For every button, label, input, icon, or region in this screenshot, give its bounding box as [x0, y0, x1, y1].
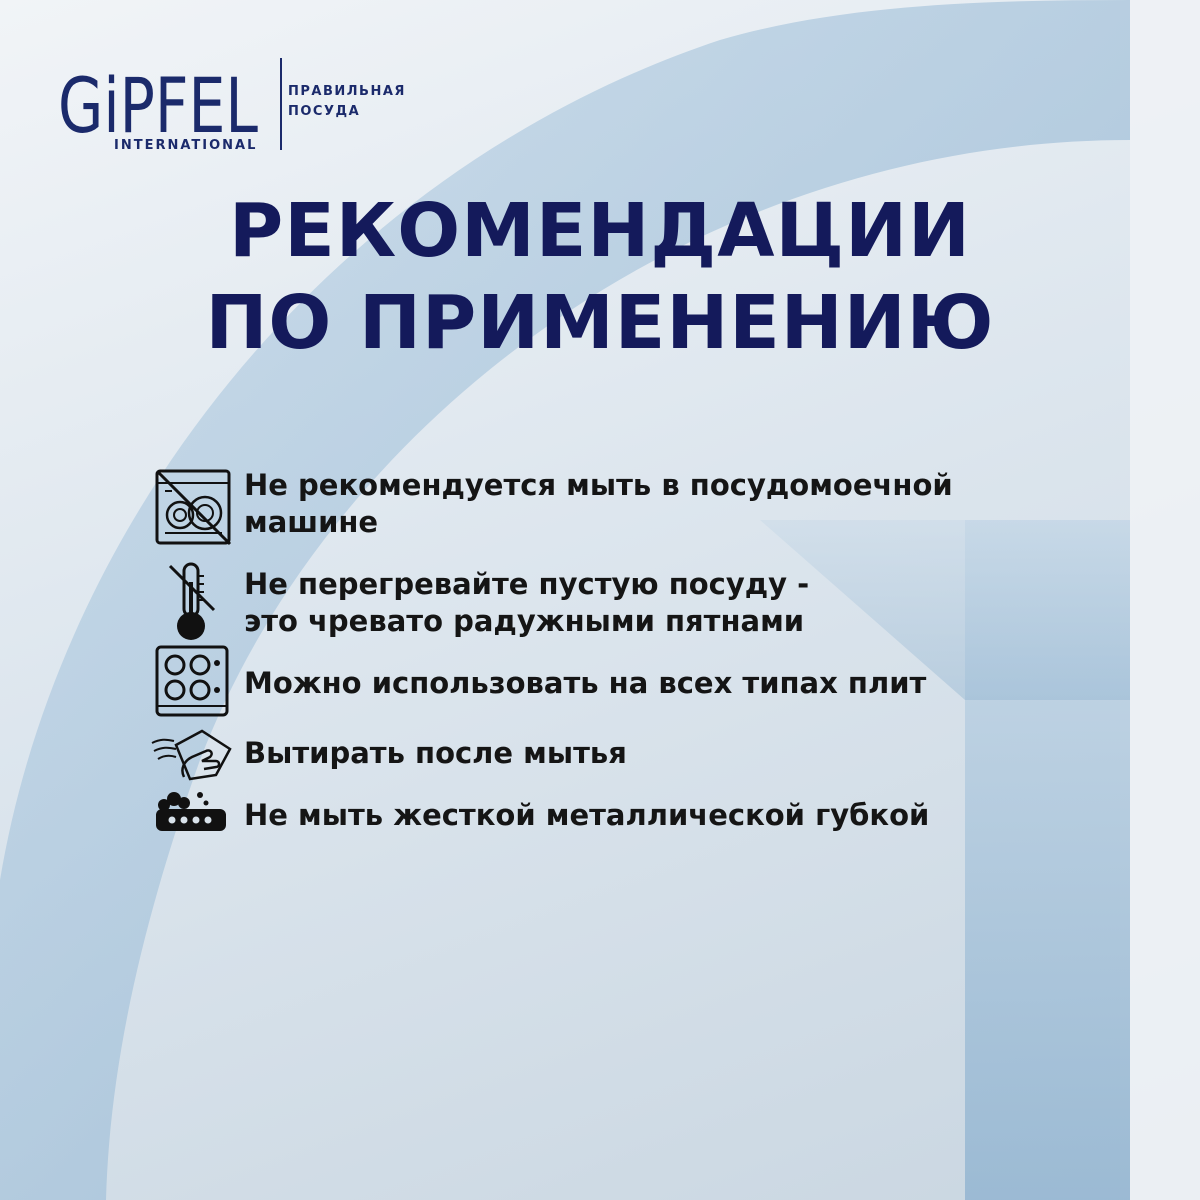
page-title [0, 185, 1200, 369]
tagline-line1: ПРАВИЛЬНАЯ [288, 84, 406, 99]
logo-divider [280, 58, 282, 150]
tip-text-line1: Не мыть жесткой металлической губкой [244, 798, 930, 832]
no-overheat-thermometer-icon [150, 560, 238, 648]
tip-text-line1: Не рекомендуется мыть в посудомоечной [244, 468, 953, 502]
brand-logo [58, 52, 418, 162]
tip-text [244, 566, 1044, 640]
tip-text [244, 467, 1044, 541]
logo-international: INTERNATIONAL [114, 138, 258, 153]
sponge-icon [150, 785, 238, 873]
tip-text [244, 735, 1044, 772]
tip-text-line2: это чревато радужными пятнами [244, 604, 805, 638]
tip-text-line2: машине [244, 505, 379, 539]
tip-text-line1: Вытирать после мытья [244, 736, 627, 770]
tagline-line2: ПОСУДА [288, 104, 361, 119]
brand-tagline [288, 82, 428, 122]
title-line1: РЕКОМЕНДАЦИИ [229, 188, 971, 274]
title-line2: ПО ПРИМЕНЕНИЮ [205, 280, 995, 366]
logo-wordmark: GiPFEL [58, 61, 258, 150]
tip-text [244, 797, 1044, 834]
gipfel-logo-mark [58, 52, 263, 162]
tip-text-line1: Не перегревайте пустую посуду - [244, 567, 810, 601]
tip-text [244, 665, 1044, 702]
tip-text-line1: Можно использовать на всех типах плит [244, 666, 927, 700]
no-dishwasher-icon [150, 463, 238, 551]
